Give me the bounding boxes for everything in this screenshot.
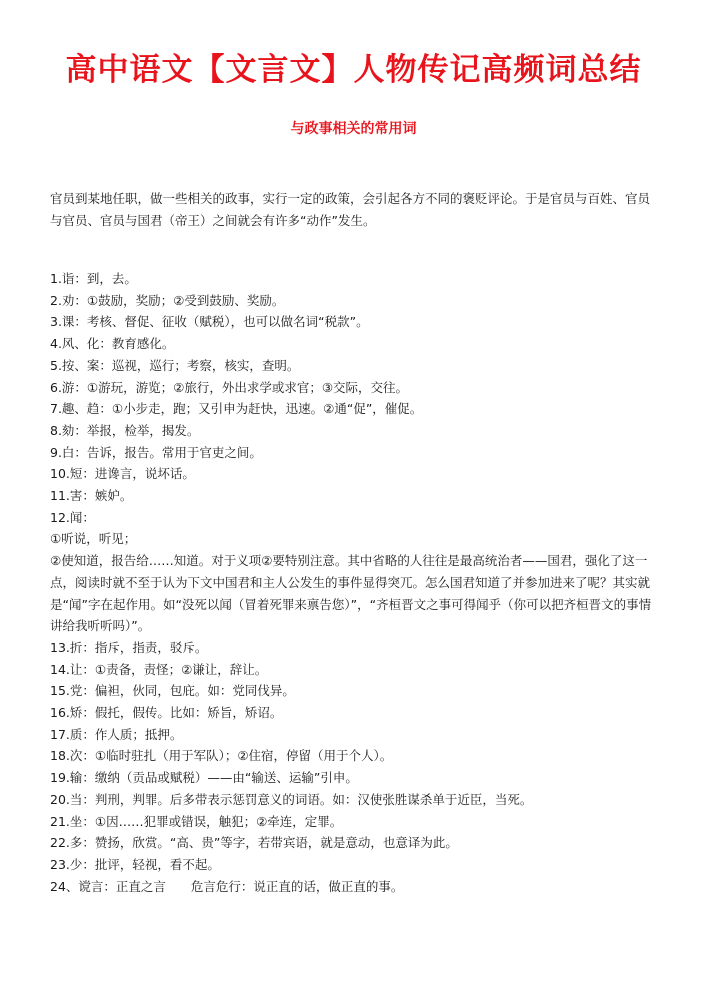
list-item: 24、谠言：正直之言 危言危行：说正直的话，做正直的事。 [50, 878, 404, 894]
list-item: 1.诣：到，去。 [50, 271, 137, 286]
list-item: 14.让：①责备，责怪；②谦让，辞让。 [50, 661, 268, 677]
list-item: 2.劝：①鼓励，奖励；②受到鼓励、奖励。 [50, 292, 285, 308]
list-item: 7.趣、趋：①小步走，跑；又引申为赶快，迅速。②通“促”，催促。 [50, 401, 423, 417]
list-item: ①听说，听见； [50, 531, 137, 547]
list-item: 11.害：嫉妒。 [50, 488, 133, 504]
list-item: 10.短：进谗言，说坏话。 [50, 466, 195, 482]
list-item: 8.劾：举报，检举，揭发。 [50, 422, 200, 438]
list-item: 6.游：①游玩，游览；②旅行，外出求学或求官；③交际，交往。 [50, 379, 409, 395]
list-item: 4.风、化：教育感化。 [50, 336, 175, 352]
vocabulary-list [50, 268, 662, 897]
list-item: 18.次：①临时驻扎（用于军队）；②住宿，停留（用于个人）。 [50, 748, 393, 764]
list-item: 13.折：指斥，指责，驳斥。 [50, 639, 208, 655]
list-item: 22.多：赞扬，欣赏。“高、贵”等字，若带宾语，就是意动，也意译为此。 [50, 835, 458, 851]
list-item: 3.课：考核、督促、征收（赋税），也可以做名词“税款”。 [50, 314, 369, 330]
list-item: 17.质：作人质；抵押。 [50, 726, 183, 742]
list-item: 19.输：缴纳（贡品或赋税）——由“输送、运输”引申。 [50, 770, 358, 786]
intro-paragraph: 官员到某地任职，做一些相关的政事，实行一定的政策，会引起各方不同的褒贬评论。于是官员与百姓、官员与官员、官员与国君（帝王）之间就会有许多“动作”发生。 [50, 191, 651, 228]
section-subtitle: 与政事相关的常用词 [290, 121, 417, 137]
list-item: 23.少：批评，轻视，看不起。 [50, 856, 220, 872]
list-item: 21.坐：①因……犯罪或错误，触犯；②牵连，定罪。 [50, 813, 343, 829]
explanation-paragraph: ②使知道，报告给……知道。对于义项②要特别注意。其中省略的人往往是最高统治者——国君，强化了这一点，阅读时就不至于认为下文中国君和主人公发生的事件显得突兀。怎么国君知道了并参加进来了呢？其实就是“闻”字在起作用。如“没死以闻（冒着死罪来禀告您）”，“齐桓晋文之事可得闻乎（你可以把齐桓晋文的事情讲给我听听吗）”。 [50, 553, 652, 634]
list-item: 5.按、案：巡视，巡行；考察，核实，查明。 [50, 357, 300, 373]
list-item: 20.当：判刑，判罪。后多带表示惩罚意义的词语。如：汉使张胜谋杀单于近臣，当死。 [50, 791, 533, 807]
list-item: 9.白：告诉，报告。常用于官吏之间。 [50, 444, 262, 460]
list-item: 15.党：偏袒，伙同，包庇。如：党同伐异。 [50, 683, 295, 699]
list-item: 12.闻： [50, 509, 95, 525]
list-item: 16.矫：假托，假传。比如：矫旨，矫诏。 [50, 705, 283, 721]
document-title: 高中语文【文言文】人物传记高频词总结 [65, 52, 642, 88]
